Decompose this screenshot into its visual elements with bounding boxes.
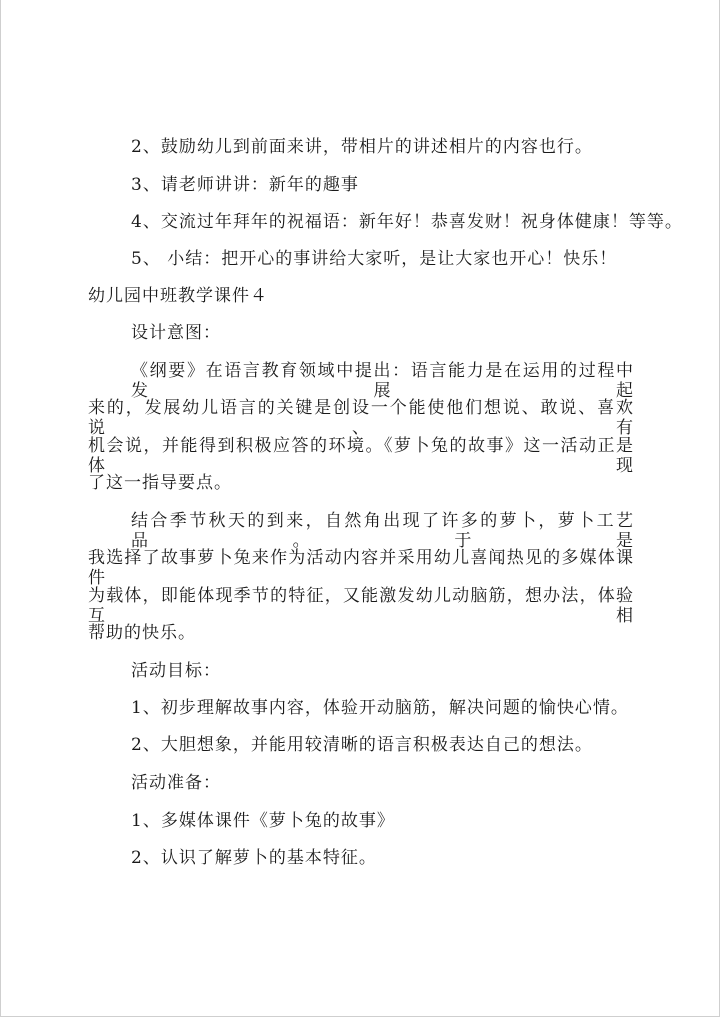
list-item-3: 3、请老师讲讲：新年的趣事	[131, 175, 359, 195]
activity-goals-label: 活动目标：	[131, 661, 221, 681]
paragraph-2-line-4: 帮助的快乐。	[88, 623, 196, 643]
paragraph-2-line-2: 我选择了故事萝卜兔来作为活动内容并采用幼儿喜闻热见的多媒体课件	[88, 548, 634, 588]
prep-item-1: 1、多媒体课件《萝卜兔的故事》	[131, 811, 395, 831]
list-item-4: 4、交流过年拜年的祝福语：新年好！恭喜发财！祝身体健康！等等。	[131, 212, 683, 232]
paragraph-1-line-3: 机会说，并能得到积极应答的环境。《萝卜兔的故事》这一活动正是体现	[88, 436, 634, 476]
list-item-2: 2、鼓励幼儿到前面来讲，带相片的讲述相片的内容也行。	[131, 137, 593, 157]
paragraph-1-line-2: 来的，发展幼儿语言的关键是创设一个能使他们想说、敢说、喜欢说、有	[88, 398, 634, 438]
paragraph-2-line-3: 为载体，即能体现季节的特征，又能激发幼儿动脑筋，想办法，体验互相	[88, 586, 634, 626]
activity-prep-label: 活动准备：	[131, 773, 221, 793]
paragraph-2-line-1: 结合季节秋天的到来，自然角出现了许多的萝卜，萝卜工艺品。于是	[131, 511, 634, 551]
design-intent-label: 设计意图：	[131, 323, 221, 343]
section-heading: 幼儿园中班教学课件４	[88, 286, 268, 306]
paragraph-1-line-1: 《纲要》在语言教育领域中提出：语言能力是在运用的过程中发展起	[131, 361, 634, 401]
prep-item-2: 2、认识了解萝卜的基本特征。	[131, 848, 377, 868]
goal-item-1: 1、初步理解故事内容，体验开动脑筋，解决问题的愉快心情。	[131, 698, 629, 718]
goal-item-2: 2、大胆想象，并能用较清晰的语言积极表达自己的想法。	[131, 735, 593, 755]
list-item-5: 5、 小结：把开心的事讲给大家听，是让大家也开心！快乐！	[131, 249, 618, 269]
paragraph-1-line-4: 了这一指导要点。	[88, 473, 232, 493]
